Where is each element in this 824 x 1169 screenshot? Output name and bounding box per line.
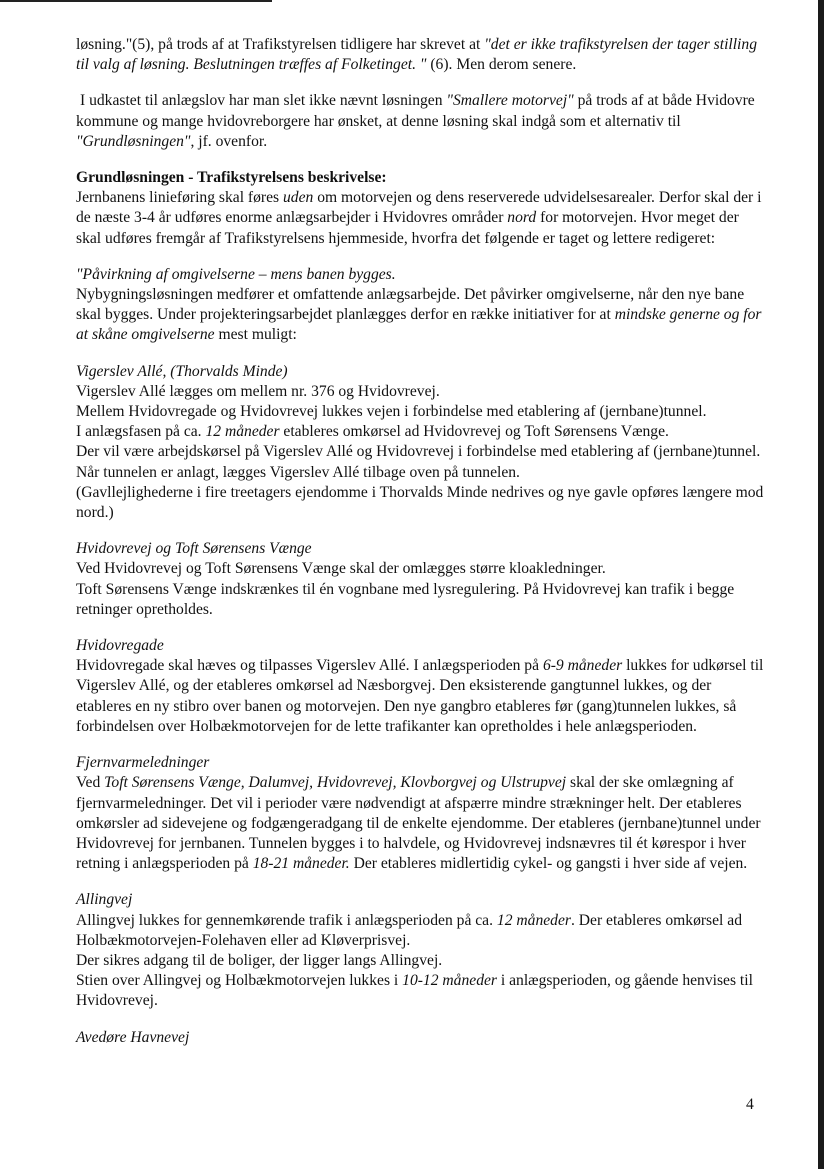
quote: "Smallere motorvej" [446, 92, 574, 110]
section-heading-allingvej [76, 890, 766, 910]
emphasis: 12 måneder [205, 423, 280, 441]
text: Stien over Allingvej og Holbækmotorvejen lukkes i [76, 972, 403, 990]
paragraph-grundlosning [76, 188, 766, 249]
section-heading-avedore [76, 1028, 766, 1048]
text: Nybygningsløsningen medfører et omfattende anlægsarbejde. Det påvirker omgivelserne, når den nye bane skal bygges. Under projekteringsarbejdet planlægges derfor en række initiativer for at [76, 286, 745, 324]
text: Der etableres midlertidig cykel- og gangsti i hver side af vejen. [349, 855, 748, 873]
paragraph-hvidovrevej [76, 559, 766, 620]
heading-text: Grundløsningen - Trafikstyrelsens beskrivelse: [76, 169, 387, 187]
text: . Der etableres omkørsel ad Holbækmotorvejen-Folehaven eller ad Kløverprisvej. [76, 911, 742, 949]
emphasis: 18-21 måneder. [252, 855, 350, 873]
text: Ved [76, 774, 105, 792]
emphasis: nord [507, 209, 537, 227]
section-heading-pavirkning [76, 265, 766, 285]
paragraph-hvidovregade [76, 656, 766, 737]
emphasis: Toft Sørensens Vænge, Dalumvej, Hvidovrevej, Klovborgvej og Ulstrupvej [104, 774, 567, 792]
text: lukkes for udkørsel til Vigerslev Allé, og der etableres omkørsel ad Næsborgvej. Den eksisterende gangtunnel lukkes, og der etableres en ny stibro over banen og motorvejen. Den nye gangbro etableres før (gang)tunnelen lukkes, så forbindelsen over Holbækmotorvejen for de lette trafikanter kan opretholdes i hele anlægsperioden. [76, 657, 764, 735]
scan-edge [818, 0, 824, 1169]
top-rule [0, 0, 272, 2]
section-heading-hvidovrevej [76, 539, 766, 559]
text: for motorvejen. Hvor meget der skal udføres fremgår af Trafikstyrelsens hjemmeside, hvorfra det følgende er taget og lettere redigeret: [76, 209, 739, 247]
text: Vigerslev Allé lægges om mellem nr. 376 og Hvidovrevej. [76, 382, 440, 400]
text: løsning."(5), på trods af at Trafikstyrelsen tidligere har skrevet at [76, 36, 485, 53]
emphasis: 6-9 måneder [542, 657, 623, 675]
text: (6). Men derom senere. [426, 56, 577, 74]
text: , jf. ovenfor. [190, 132, 268, 150]
text: I anlægsfasen på ca. [76, 423, 206, 441]
text: Hvidovregade skal hæves og tilpasses Vigerslev Allé. I anlægsperioden på [76, 657, 543, 675]
quote: "Grundløsningen" [76, 132, 191, 150]
heading-text: Allingvej [76, 891, 133, 909]
text: etableres omkørsel ad Hvidovrevej og Toft Sørensens Vænge. [279, 423, 669, 441]
text: på trods af at både Hvidovre kommune og mange hvidovreborgere har ønsket, at denne løsning skal indgå som et alternativ til [76, 92, 755, 130]
text: skal der ske omlægning af fjernvarmeledninger. Det vil i perioder være nødvendigt at afspærre mindre strækninger helt. Der etableres omkørsler ad sidevejene og fodgængeradgang til de enkelte ejendomme. Der etableres (jernbane)tunnel under Hvidovrevej for jernbanen. Tunnelen bygges i to halvdele, og Hvidovrevej indsnævres til ét kørespor i hver retning i anlægsperioden på [76, 774, 761, 873]
emphasis: 10-12 måneder [402, 972, 497, 990]
text: Der vil være arbejdskørsel på Vigerslev Allé og Hvidovrevej i forbindelse med etablering af (jernbane)tunnel. Når tunnelen er anlagt, lægges Vigerslev Allé tilbage oven på tunnelen. [76, 443, 761, 481]
section-heading-vigerslev [76, 362, 766, 382]
section-heading-fjernvarme [76, 753, 766, 773]
text: Toft Sørensens Vænge indskrænkes til én vognbane med lysregulering. På Hvidovrevej kan trafik i begge retninger opretholdes. [76, 580, 735, 618]
heading-text: Avedøre Havnevej [76, 1028, 190, 1046]
section-heading-hvidovregade [76, 636, 766, 656]
paragraph-fjernvarme [76, 773, 766, 874]
heading-text: Hvidovrevej og Toft Sørensens Vænge [76, 540, 312, 558]
text: Ved Hvidovrevej og Toft Sørensens Vænge skal der omlægges større kloakledninger. [76, 560, 606, 578]
heading-text: Vigerslev Allé, (Thorvalds Minde) [76, 362, 288, 380]
text: Mellem Hvidovregade og Hvidovrevej lukkes vejen i forbindelse med etablering af (jernbane)tunnel. [76, 403, 707, 421]
emphasis: uden [283, 189, 314, 207]
text: i anlægsperioden, og gående henvises til Hvidovrevej. [76, 972, 753, 1010]
paragraph-vigerslev [76, 382, 766, 523]
page-number: 4 [746, 1096, 754, 1113]
paragraph-allingvej [76, 911, 766, 1012]
emphasis: mindske generne og for at skåne omgivelserne [76, 306, 762, 344]
text: mest muligt: [214, 326, 297, 344]
text: I udkastet til anlægslov har man slet ikke nævnt løsningen [80, 92, 447, 110]
quote: "det er ikke trafikstyrelsen der tager stilling til valg af løsning. Beslutningen træffes af Folketinget. " [76, 36, 757, 74]
section-heading-grundlosning [76, 168, 766, 188]
heading-text: Hvidovregade [76, 637, 164, 655]
text: Allingvej lukkes for gennemkørende trafik i anlægsperioden på ca. [76, 911, 497, 929]
heading-text: "Påvirkning af omgivelserne – mens banen bygges. [76, 265, 396, 283]
paragraph-pavirkning [76, 285, 766, 346]
paragraph-intro [76, 35, 766, 75]
text: Der sikres adgang til de boliger, der ligger langs Allingvej. [76, 951, 443, 969]
text: (Gavllejlighederne i fire treetagers ejendomme i Thorvalds Minde nedrives og nye gavle opføres længere mod nord.) [76, 483, 764, 522]
text: om motorvejen og dens reserverede udvidelsesarealer. Derfor skal der i de næste 3-4 år udføres enorme anlægsarbejder i Hvidovres områder [76, 189, 762, 227]
document-page [76, 35, 766, 1048]
paragraph-udkast [76, 91, 766, 152]
emphasis: 12 måneder [496, 911, 571, 929]
heading-text: Fjernvarmeledninger [76, 754, 210, 772]
text: Jernbanens linieføring skal føres [76, 189, 283, 207]
